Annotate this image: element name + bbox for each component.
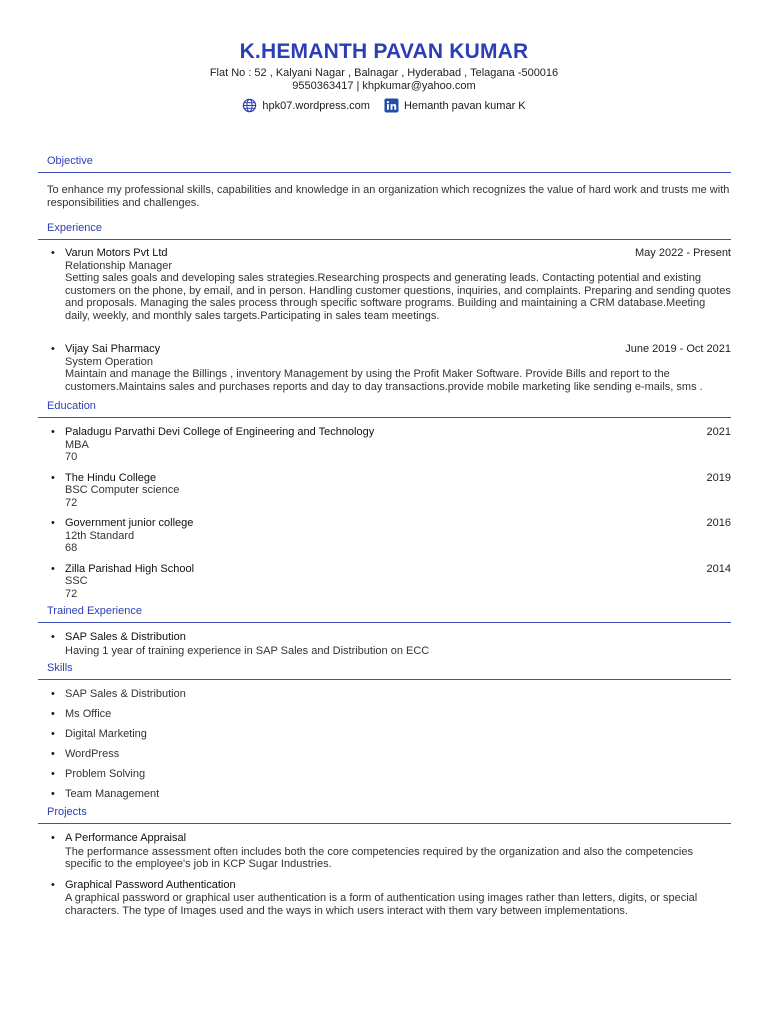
education-item bbox=[38, 472, 731, 510]
section-title-projects: Projects bbox=[47, 806, 87, 818]
skill-item bbox=[38, 728, 731, 741]
education-item bbox=[38, 517, 731, 555]
project-name: • A Performance Appraisal bbox=[65, 832, 187, 844]
experience-item bbox=[38, 247, 731, 322]
school-name: • Government junior college bbox=[65, 517, 194, 529]
section-divider bbox=[38, 239, 731, 240]
website-text: hpk07.wordpress.com bbox=[262, 99, 370, 112]
skill-item bbox=[38, 688, 731, 701]
trained-section bbox=[38, 605, 731, 657]
section-divider bbox=[38, 417, 731, 418]
section-divider bbox=[38, 679, 731, 680]
score: 72 bbox=[65, 496, 78, 509]
school-name: • Paladugu Parvathi Devi College of Engineering and Technology bbox=[65, 426, 375, 438]
degree: SSC bbox=[65, 575, 88, 587]
training-description: Having 1 year of training experience in SAP Sales and Distribution on ECC bbox=[65, 644, 430, 657]
skill-item bbox=[38, 768, 731, 781]
section-title-skills: Skills bbox=[47, 662, 73, 674]
education-item bbox=[38, 563, 731, 601]
skill-name: • Ms Office bbox=[65, 708, 112, 720]
job-dates: June 2019 - Oct 2021 bbox=[625, 343, 731, 355]
graduation-year: 2014 bbox=[706, 562, 731, 575]
job-description: Setting sales goals and developing sales strategies.Researching prospects and generating leads. Contacting potential and existing customers on the phone, by email, and in person. Handling customer questions, inquiries, and complaints. Preparing and sending quotes and proposals. Managing the sales process through specific software programs. Building and maintaining a CRM database.Meeting daily, weekly, and monthly sales targets.Participating in sales team meetings. bbox=[65, 272, 731, 322]
project-item bbox=[38, 832, 731, 871]
linkedin-text: Hemanth pavan kumar K bbox=[403, 99, 526, 112]
skill-item bbox=[38, 788, 731, 801]
skill-name: • WordPress bbox=[65, 748, 120, 760]
school-name: • Zilla Parishad High School bbox=[65, 562, 195, 575]
section-title-education: Education bbox=[47, 400, 96, 412]
degree: MBA bbox=[65, 438, 89, 451]
section-title-trained: Trained Experience bbox=[47, 605, 142, 617]
website-link[interactable] bbox=[242, 98, 370, 113]
graduation-year: 2021 bbox=[706, 426, 731, 438]
globe-icon bbox=[242, 98, 257, 113]
score: 68 bbox=[65, 542, 78, 554]
score: 70 bbox=[65, 451, 78, 463]
job-role: Relationship Manager bbox=[65, 259, 173, 272]
project-name: • Graphical Password Authentication bbox=[65, 878, 236, 891]
objective-section bbox=[38, 155, 731, 210]
phone-email: 9550363417 | khpkumar@yahoo.com bbox=[292, 80, 476, 92]
section-divider bbox=[38, 622, 731, 623]
address: Flat No : 52 , Kalyani Nagar , Balnagar , Hyderabad , Telagana -500016 bbox=[209, 67, 559, 79]
skill-name: • Problem Solving bbox=[65, 768, 146, 780]
company-name: • Varun Motors Pvt Ltd bbox=[65, 247, 168, 259]
education-item bbox=[38, 426, 731, 464]
company-name: • Vijay Sai Pharmacy bbox=[65, 343, 161, 355]
contact-links bbox=[0, 98, 768, 113]
section-title-objective: Objective bbox=[47, 155, 93, 167]
training-name: • SAP Sales & Distribution bbox=[65, 631, 186, 643]
section-divider bbox=[38, 823, 731, 824]
skill-name: • Digital Marketing bbox=[65, 728, 147, 740]
experience-item bbox=[38, 343, 731, 393]
skill-name: • Team Management bbox=[65, 788, 160, 800]
section-divider bbox=[38, 172, 731, 173]
degree: 12th Standard bbox=[65, 529, 135, 542]
skill-name: • SAP Sales & Distribution bbox=[65, 688, 186, 700]
objective-text: To enhance my professional skills, capabilities and knowledge in an organization which recognizes the value of hard work and trusts me with responsibilities and challenges. bbox=[47, 184, 730, 209]
section-title-experience: Experience bbox=[47, 222, 103, 234]
linkedin-link[interactable] bbox=[384, 98, 526, 113]
project-item bbox=[38, 879, 731, 918]
skill-item bbox=[38, 748, 731, 761]
training-item bbox=[38, 631, 731, 657]
degree: BSC Computer science bbox=[65, 484, 180, 496]
projects-section bbox=[38, 806, 731, 917]
skills-section bbox=[38, 662, 731, 801]
job-role: System Operation bbox=[65, 355, 154, 368]
job-dates: May 2022 - Present bbox=[635, 247, 731, 259]
experience-section bbox=[38, 222, 731, 393]
education-section bbox=[38, 400, 731, 600]
linkedin-icon bbox=[384, 98, 399, 113]
job-description: Maintain and manage the Billings , inventory Management by using the Profit Maker Software. Provide Bills and report to the customers.Maintains sales and purchases reports and day to day transactions.provide mobile marketing like sending e-mails, sms . bbox=[65, 368, 703, 393]
skill-item bbox=[38, 708, 731, 721]
school-name: • The Hindu College bbox=[65, 471, 157, 484]
candidate-name: K.HEMANTH PAVAN KUMAR bbox=[239, 40, 529, 63]
graduation-year: 2019 bbox=[706, 471, 731, 484]
project-description: A graphical password or graphical user authentication is a form of authentication using images rather than letters, digits, or special characters. The type of Images used and the ways in which users interact with them vary between implementations. bbox=[65, 892, 698, 917]
graduation-year: 2016 bbox=[706, 517, 731, 529]
resume-header bbox=[0, 0, 768, 113]
project-description: The performance assessment often includes both the core competencies required by the organization and also the competencies specific to the employee's job in KCP Sugar Industries. bbox=[65, 845, 693, 870]
score: 72 bbox=[65, 587, 78, 600]
